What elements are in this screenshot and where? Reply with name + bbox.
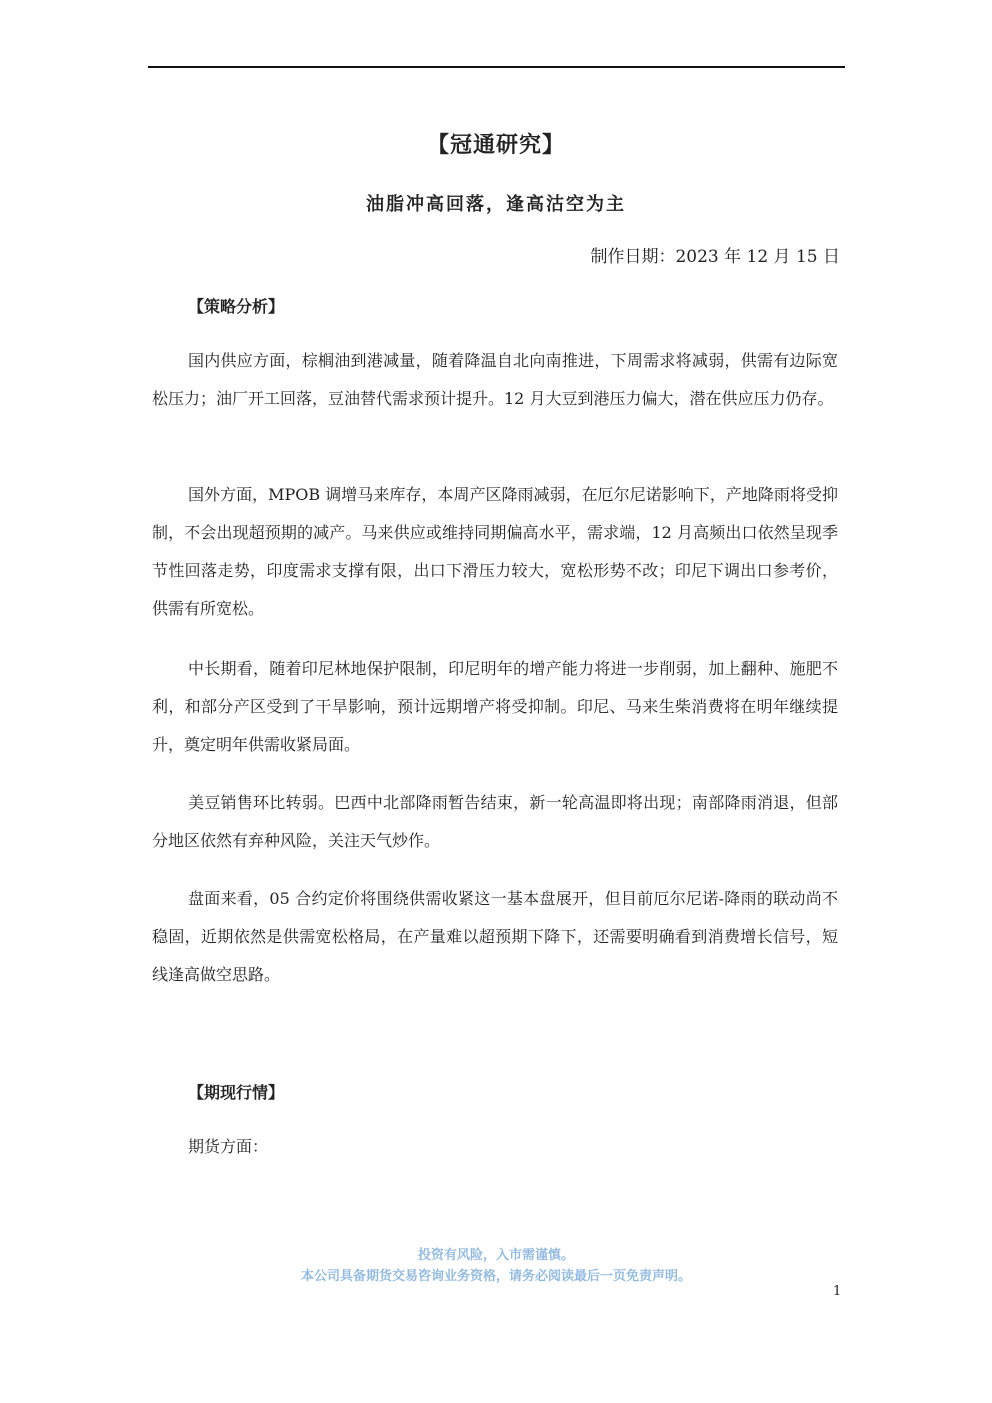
strategy-paragraph-1: 国内供应方面，棕榈油到港减量，随着降温自北向南推进，下周需求将减弱，供需有边际宽松压力；油厂开工回落，豆油替代需求预计提升。12 月大豆到港压力偏大，潜在供应压力仍存。 [152, 351, 838, 408]
risk-notice: 投资有风险，入市需谨慎。 [417, 1248, 574, 1263]
report-title: 【冠通研究】 [426, 132, 565, 158]
strategy-paragraph-4: 美豆销售环比转弱。巴西中北部降雨暂告结束，新一轮高温即将出现；南部降雨消退，但部分地区依然有弃种风险，关注天气炒作。 [152, 793, 838, 850]
market-heading: 【期现行情】 [188, 1083, 285, 1102]
qualification-notice: 本公司具备期货交易咨询业务资格，请务必阅读最后一页免责声明。 [300, 1269, 691, 1284]
header-rule [148, 66, 845, 68]
futures-label: 期货方面： [188, 1137, 269, 1156]
strategy-paragraph-5: 盘面来看，05 合约定价将围绕供需收紧这一基本盘展开，但目前厄尔尼诺-降雨的联动尚不稳固，近期依然是供需宽松格局，在产量难以超预期下降下，还需要明确看到消费增长信号，短线逢高做空思路。 [152, 889, 838, 984]
strategy-paragraph-3: 中长期看，随着印尼林地保护限制，印尼明年的增产能力将进一步削弱，加上翻种、施肥不利，和部分产区受到了干旱影响，预计远期增产将受抑制。印尼、马来生柴消费将在明年继续提升，奠定明年供需收紧局面。 [152, 659, 838, 754]
strategy-paragraph-2: 国外方面，MPOB 调增马来库存，本周产区降雨减弱，在厄尔尼诺影响下，产地降雨将受抑制，不会出现超预期的减产。马来供应或维持同期偏高水平，需求端，12 月高频出口依然呈现季节性回落走势，印度需求支撑有限，出口下滑压力较大，宽松形势不改；印尼下调出口参考价，供需有所宽松。 [152, 485, 838, 618]
report-date: 制作日期：2023 年 12 月 15 日 [590, 247, 840, 267]
page-number: 1 [833, 1284, 842, 1299]
strategy-heading: 【策略分析】 [188, 297, 285, 316]
report-subtitle: 油脂冲高回落，逢高沽空为主 [366, 194, 626, 215]
